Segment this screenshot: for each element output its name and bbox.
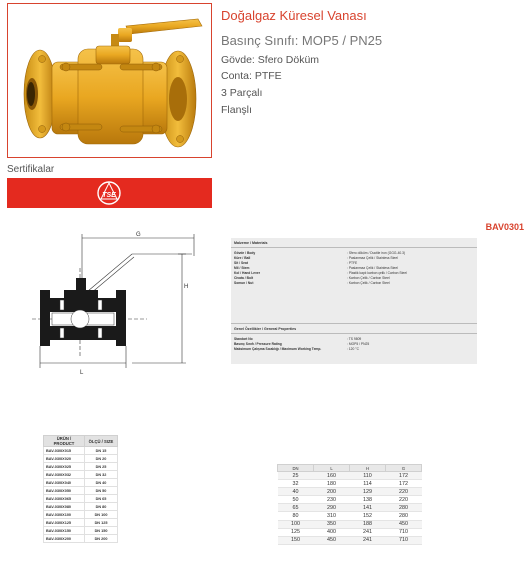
spec-connection: Flanşlı — [221, 104, 252, 116]
table-row: 125 400 241 710 — [278, 528, 422, 536]
table-row: 80 310 152 280 — [278, 512, 422, 520]
column-header-g: G — [386, 465, 422, 472]
certificates-label: Sertifikalar — [7, 164, 55, 175]
spec-body: Gövde: Sfero Döküm — [221, 54, 320, 66]
dim-g-label: G — [136, 232, 141, 238]
product-size-table — [43, 435, 118, 543]
column-header-l: L — [314, 465, 350, 472]
table-row: 25 160 110 172 — [278, 472, 422, 480]
table-row: BAV-030IX080 DN 80 — [44, 503, 118, 511]
table-row: BAV-030IX040 DN 40 — [44, 479, 118, 487]
table-row: BAV-030IX050 DN 50 — [44, 487, 118, 495]
tse-logo — [7, 178, 212, 208]
materials-box: Malzeme / Materials Gövde / Body : Sfero döküm / Ductile iron (GGG-40.3) Küre / Ball : Paslanmaz Çelik / Stainless Steel Sit / Seat : PTFE Mil / Stem : Paslanmaz Çelik / Stainless Steel Kol / Hand Lever : Plastik kaplı karbon çelik / Carbon Steel Civata / Bolt : Karbon Çelik / Carbon Steel Somun / Nut : Karbon Çelik / Carbon Steel Genel Özellikler / General Properties Standart No : TS 9809 Basınç Sınıfı / Pressure Rating : MOP5 / PN25 Maksimum Çalışma Sıcaklığı / Maximum Working Temp. : 120 °C — [231, 238, 477, 364]
divider — [231, 247, 477, 248]
column-header-h: H — [350, 465, 386, 472]
certificates-bar — [7, 178, 212, 208]
table-row: BAV-030IX200 DN 200 — [44, 535, 118, 543]
tse-logo-text: TSE — [102, 192, 116, 199]
table-row: BAV-030IX100 DN 100 — [44, 511, 118, 519]
table-row: 40 200 129 220 — [278, 488, 422, 496]
dim-h-label: H — [184, 284, 189, 290]
spec-pieces: 3 Parçalı — [221, 87, 263, 99]
product-title: Doğalgaz Küresel Vanası — [221, 8, 367, 23]
pressure-class: Basınç Sınıfı: MOP5 / PN25 — [221, 33, 383, 48]
general-header: Genel Özellikler / General Properties — [234, 327, 297, 331]
divider — [231, 323, 477, 324]
materials-header: Malzeme / Materials — [234, 241, 268, 245]
table-row: BAV-030IX065 DN 65 — [44, 495, 118, 503]
dim-l-label: L — [80, 370, 84, 376]
table-row: BAV-030IX150 DN 150 — [44, 527, 118, 535]
ball-valve-image — [8, 4, 212, 158]
dimension-table — [277, 464, 422, 545]
table-row: 100 350 188 450 — [278, 520, 422, 528]
table-row: BAV-030IX015 DN 15 — [44, 447, 118, 455]
table-row: 50 230 138 220 — [278, 496, 422, 504]
table-row: BAV-030IX032 DN 32 — [44, 471, 118, 479]
product-photo — [7, 3, 212, 158]
table-row: 150 450 241 710 — [278, 536, 422, 544]
table-row: 32 180 114 172 — [278, 480, 422, 488]
table-row: BAV-030IX125 DN 125 — [44, 519, 118, 527]
divider — [231, 333, 477, 334]
spec-seal: Conta: PTFE — [221, 70, 282, 82]
column-header-size: ÖLÇÜ / SIZE — [85, 436, 118, 447]
column-header-product: ÜRÜN / PRODUCT — [44, 436, 85, 447]
table-row: BAV-030IX020 DN 20 — [44, 455, 118, 463]
technical-drawing — [22, 228, 202, 378]
product-code: BAV0301 — [485, 222, 524, 232]
table-row: BAV-030IX025 DN 25 — [44, 463, 118, 471]
table-row: 65 290 141 280 — [278, 504, 422, 512]
column-header-dn: DN — [278, 465, 314, 472]
